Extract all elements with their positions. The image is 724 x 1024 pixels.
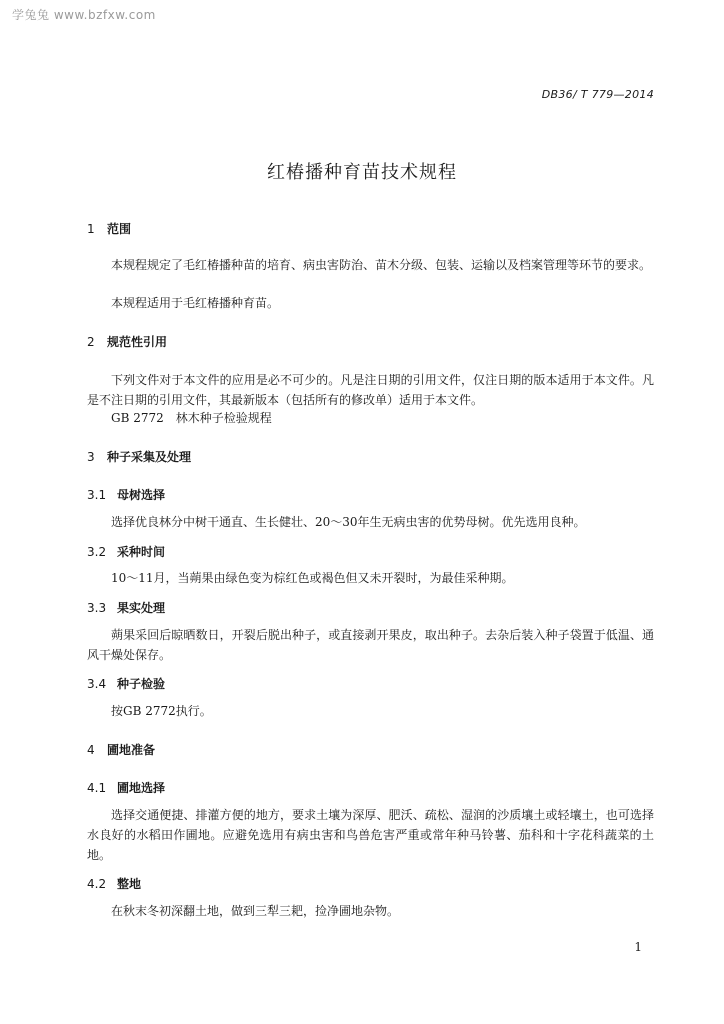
section-number: 2 (87, 335, 95, 349)
subsection-number: 3.1 (87, 488, 107, 502)
subsection-title: 整地 (117, 877, 142, 891)
section-title: 范围 (107, 222, 132, 236)
subsection-number: 4.2 (87, 877, 107, 891)
subsection-heading-3-2 (87, 543, 654, 560)
paragraph: 选择优良林分中树干通直、生长健壮、20～30年生无病虫害的优势母树。优先选用良种。 (111, 515, 586, 529)
paragraph: 本规程规定了毛红椿播种苗的培育、病虫害防治、苗木分级、包装、运输以及档案管理等环节的要求。 (111, 258, 652, 272)
section-heading-3 (87, 448, 654, 465)
subsection-heading-4-1 (87, 779, 654, 796)
subsection-number: 4.1 (87, 781, 107, 795)
subsection-title: 圃地选择 (117, 781, 166, 795)
watermark: 学兔兔 www.bzfxw.com (12, 8, 156, 22)
subsection-title: 采种时间 (117, 545, 166, 559)
paragraph: 蒴果采回后晾晒数日，开裂后脱出种子，或直接剥开果皮，取出种子。去杂后装入种子袋置于低温、通风干燥处保存。 (87, 628, 654, 662)
page-number: 1 (634, 940, 642, 954)
subsection-heading-4-2 (87, 875, 654, 892)
section-heading-2 (87, 333, 654, 350)
paragraph: 本规程适用于毛红椿播种育苗。 (111, 296, 280, 310)
subsection-heading-3-4 (87, 675, 654, 692)
paragraph: 下列文件对于本文件的应用是必不可少的。凡是注日期的引用文件，仅注日期的版本适用于本文件。凡是不注日期的引用文件，其最新版本（包括所有的修改单）适用于本文件。 (87, 373, 654, 407)
section-heading-1 (87, 220, 654, 237)
paragraph: 按GB 2772执行。 (111, 704, 212, 718)
standard-code: DB36/ T 779—2014 (541, 88, 654, 101)
subsection-title: 种子检验 (117, 677, 166, 691)
subsection-title: 果实处理 (117, 601, 166, 615)
subsection-number: 3.4 (87, 677, 107, 691)
paragraph: 在秋末冬初深翻土地，做到三犁三耙，捡净圃地杂物。 (111, 904, 400, 918)
paragraph: 选择交通便捷、排灌方便的地方，要求土壤为深厚、肥沃、疏松、湿润的沙质壤土或轻壤土，也可选择水良好的水稻田作圃地。应避免选用有病虫害和鸟兽危害严重或常年种马铃薯、茄科和十字花科蔬菜的土地。 (87, 808, 654, 862)
section-title: 圃地准备 (107, 743, 156, 757)
section-number: 4 (87, 743, 95, 757)
section-number: 3 (87, 450, 95, 464)
section-heading-4 (87, 741, 654, 758)
section-title: 规范性引用 (107, 335, 168, 349)
paragraph: 10～11月，当蒴果由绿色变为棕红色或褐色但又未开裂时，为最佳采种期。 (111, 571, 514, 585)
subsection-heading-3-3 (87, 599, 654, 616)
subsection-number: 3.2 (87, 545, 107, 559)
subsection-title: 母树选择 (117, 488, 166, 502)
section-number: 1 (87, 222, 95, 236)
document-title: 红椿播种育苗技术规程 (267, 162, 457, 183)
section-title: 种子采集及处理 (107, 450, 192, 464)
reference-item: GB 2772 林木种子检验规程 (111, 411, 272, 425)
subsection-heading-3-1 (87, 486, 654, 503)
subsection-number: 3.3 (87, 601, 107, 615)
